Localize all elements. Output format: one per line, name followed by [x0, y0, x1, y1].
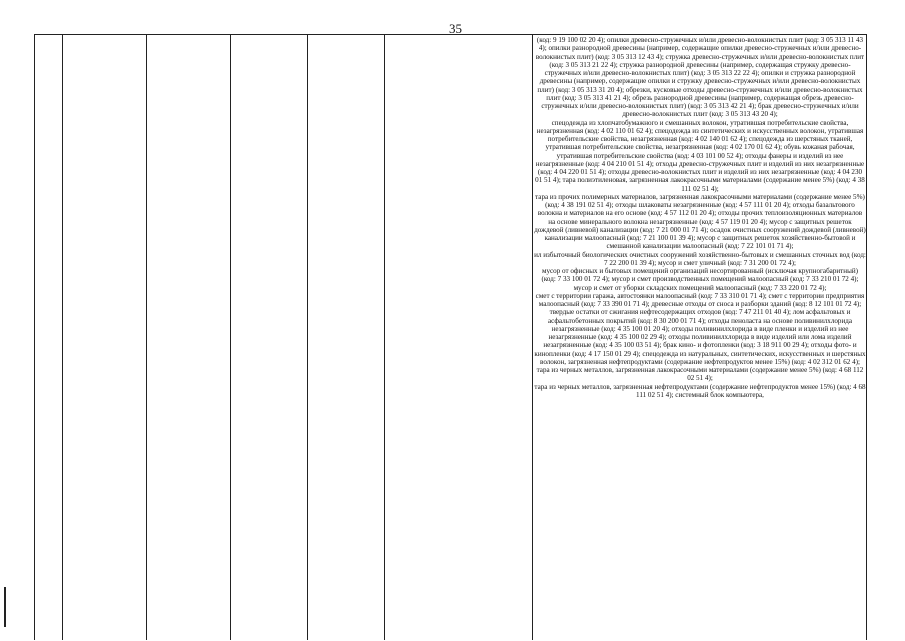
column-divider	[34, 34, 35, 640]
paragraph: мусор от офисных и бытовых помещений организаций несортированный (исключая крупногабаритный) (код: 7 33 100 01 72 4); мусор и смет производственных помещений малоопасный (код: 7 33 210 01 72 4); мусор и смет от уборки складских помещений малоопасный (код: 7 33 220 01 72 4);	[541, 267, 859, 292]
column-divider	[532, 34, 533, 640]
paragraph: тара из черных металлов, загрязненная нефтепродуктами (содержание нефтепродуктов менее 15%) (код: 4 68 111 02 51 4); системный блок компьютера,	[534, 382, 866, 399]
column-divider	[307, 34, 308, 640]
column-divider	[384, 34, 385, 640]
paragraph: (код: 9 19 100 02 20 4); опилки древесно-стружечных и/или древесно-волокнистых плит (код: 3 05 313 11 43 4); опилки разнородной древесины (например, содержащие опилки древесно-стружечных и/или древесно-волокнистых плит) (код: 3 05 313 12 43 4); стружка древесно-стружечных и/или древесно-волокнистых плит (код: 3 05 313 21 22 4); стружка разнородной древесины (например, содержащая стружку древесно-стружечных и/или древесно-волокнистых плит) (код: 3 05 313 22 22 4); опилки и стружка разнородной древесины (например, содержащие опилки и стружку древесно-стружечных и/или древесно-волокнистых плит) (код: 3 05 313 31 20 4); обрезки, кусковые отходы древесно-стружечных и/или древесно-волокнистых плит (код: 3 05 313 41 21 4); обрезь разнородной древесины (например, содержащая обрезь древесно-стружечных и/или древесно-волокнистых плит) (код: 3 05 313 42 21 4); брак древесно-стружечных и/или древесно-волокнистых плит (код: 3 05 313 43 20 4);	[535, 36, 865, 119]
paragraph: спецодежда из хлопчатобумажного и смешанных волокон, утратившая потребительские свойства, незагрязненная (код: 4 02 110 01 62 4); спецодежда из синтетических и искусственных волокон, утратившая потребительские свойства, незагрязненная (код: 4 02 140 01 62 4); спецодежда из шерстяных тканей, утратившая потребительские свойства, незагрязненная (код: 4 02 170 01 62 4); обувь кожаная рабочая, утратившая потребительские свойства (код: 4 03 101 00 52 4); отходы фанеры и изделий из нее незагрязненные (код: 4 04 210 01 51 4); отходы древесно-стружечных плит и изделий из них незагрязненные (код: 4 04 220 01 51 4); отходы древесно-волокнистых плит и изделий из них незагрязненные (код: 4 04 230 01 51 4); тара полиэтиленовая, загрязненная лакокрасочными материалами (содержание менее 5%) (код: 4 38 111 02 51 4);	[535, 118, 865, 193]
margin-mark	[4, 587, 6, 627]
paragraph: ил избыточный биологических очистных сооружений хозяйственно-бытовых и смешанных сточных вод (код: 7 22 200 01 39 4); мусор и смет уличный (код: 7 31 200 01 72 4);	[534, 250, 866, 267]
paragraph: твердые остатки от сжигания нефтесодержащих отходов (код: 7 47 211 01 40 4); лом асфальтовых и асфальтобетонных покрытий (код: 8 30 200 01 71 4); отходы пеноласта на основе поливинилхлорида незагрязненные (код: 4 35 100 01 20 4); отходы поливинилхлорида в виде пленки и изделий из нее незагрязненные (код: 4 35 100 02 29 4); отходы поливинилхлорида в виде изделий или лома изделий незагрязненные (код: 4 35 100 03 51 4); брак кино- и фотопленки (код: 3 18 911 00 29 4); отходы фото- и кинопленки (код: 4 17 150 01 29 4); спецодежда из натуральных, синтетических, искусственных и шерстяных волокон, загрязненная нефтепродуктами (содержание нефтепродуктов менее 15%) (код: 4 02 312 01 62 4); тара из черных металлов, загрязненная лакокрасочными материалами (содержание менее 5%) (код: 4 68 112 02 51 4);	[534, 308, 866, 383]
paragraph: смет с территории гаража, автостоянки малоопасный (код: 7 33 310 01 71 4); смет с территории предприятия малоопасный (код: 7 33 390 01 71 4); древесные отходы от сноса и разборки зданий (код: 8 12 101 01 72 4);	[535, 291, 865, 308]
column-divider	[866, 34, 867, 640]
column-divider	[146, 34, 147, 640]
page-number: 35	[449, 21, 462, 36]
paragraph: тара из прочих полимерных материалов, загрязненная лакокрасочными материалами (содержание менее 5%) (код: 4 38 191 02 51 4); отходы шлаковаты незагрязненные (код: 4 57 111 01 20 4); отходы базальтового волокна и материалов на его основе (код: 4 57 112 01 20 4); отходы прочих теплоизоляционных материалов на основе минерального волокна незагрязненные (код: 4 57 119 01 20 4); мусор с защитных решеток дождевой (ливневой) канализации (код: 7 21 000 01 71 4); осадок очистных сооружений дождевой (ливневой) канализации малоопасный (код: 7 21 100 01 39 4); мусор с защитных решеток хозяйственно-бытовой и смешанной канализации малоопасный (код: 7 22 101 01 71 4);	[534, 192, 866, 251]
waste-list-cell	[534, 36, 866, 636]
column-divider	[230, 34, 231, 640]
column-divider	[62, 34, 63, 640]
